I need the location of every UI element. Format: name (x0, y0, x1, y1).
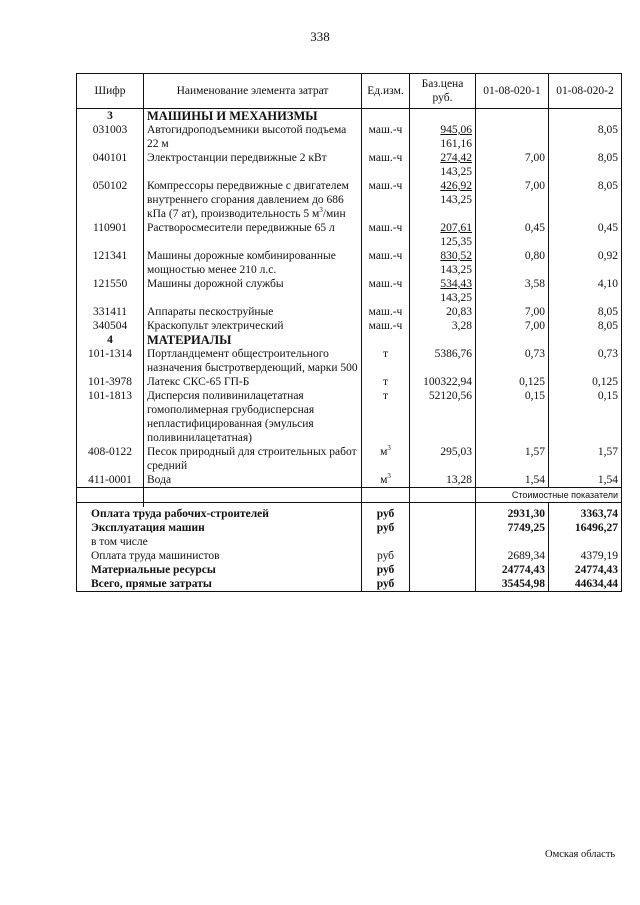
region-footer: Омская область (545, 849, 616, 860)
row-value-2: 8,05 (549, 123, 622, 151)
row-unit (362, 389, 410, 445)
row-code: 340504 (77, 319, 144, 333)
price-base: 830,52 (440, 250, 472, 262)
row-price: 295,03 (410, 445, 476, 473)
row-price (410, 305, 476, 319)
summary-price (410, 521, 476, 535)
summary-value-1: 7749,25 (476, 521, 549, 535)
row-value-2: 1,57 (549, 445, 622, 473)
summary-row (77, 507, 622, 521)
row-price (410, 277, 476, 305)
price-base: 426,92 (440, 180, 472, 192)
row-name-text: Электростанции передвижные 2 кВт (147, 152, 327, 164)
summary-value-1: 35454,98 (476, 577, 549, 592)
summary-value-2: 24774,43 (549, 563, 622, 577)
row-code: 121550 (77, 277, 144, 305)
row-price: 5386,76 (410, 347, 476, 375)
row-name-text: Аппараты пескоструйные (147, 306, 274, 318)
summary-value-2 (549, 535, 622, 549)
machine-row (77, 179, 622, 221)
row-value-2: 8,05 (549, 151, 622, 179)
row-name (144, 277, 362, 305)
price-labor: 125,35 (440, 236, 472, 248)
row-name-tail: /мин (322, 208, 346, 220)
row-code: 050102 (77, 179, 144, 221)
summary-unit (362, 535, 410, 549)
row-name: Дисперсия поливинилацетатная гомополимерная грубодисперсная непластифицированная (эмульсия поливинилацетатная) (144, 389, 362, 445)
summary-row (77, 563, 622, 577)
machine-row (77, 123, 622, 151)
price-base: 534,43 (440, 278, 472, 290)
row-unit (362, 445, 410, 473)
row-price (410, 151, 476, 179)
row-unit: маш.-ч (362, 277, 410, 305)
row-code: 040101 (77, 151, 144, 179)
row-code: 121341 (77, 249, 144, 277)
row-value-2: 0,73 (549, 347, 622, 375)
summary-price (410, 507, 476, 521)
row-code: 101-1813 (77, 389, 144, 445)
price-labor: 161,16 (440, 138, 472, 150)
price-base: 20,83 (446, 306, 472, 318)
row-unit: маш.-ч (362, 179, 410, 221)
row-code: 031003 (77, 123, 144, 151)
row-value-1: 7,00 (476, 305, 549, 319)
summary-label: в том числе (77, 535, 362, 549)
superscript: 3 (319, 206, 323, 215)
row-value-2: 8,05 (549, 179, 622, 221)
row-name-text: Машины дорожной службы (147, 278, 284, 290)
material-row (77, 389, 622, 445)
row-code: 110901 (77, 221, 144, 249)
row-unit: маш.-ч (362, 123, 410, 151)
section-title: МАТЕРИАЛЫ (144, 333, 362, 347)
row-name: Портландцемент общестроительного назначения быстротвердеющий, марки 500 (144, 347, 362, 375)
summary-label: Оплата труда машинистов (77, 549, 362, 563)
row-code: 101-3978 (77, 375, 144, 389)
row-code: 411-0001 (77, 473, 144, 488)
summary-label: Материальные ресурсы (77, 563, 362, 577)
row-name-text: Автогидроподъемники высотой подъема 22 м (147, 124, 347, 150)
header-name: Наименование элемента затрат (144, 74, 362, 109)
row-value-1: 3,58 (476, 277, 549, 305)
row-value-2: 0,15 (549, 389, 622, 445)
material-row (77, 445, 622, 473)
summary-row (77, 535, 622, 549)
summary-value-1: 2931,30 (476, 507, 549, 521)
row-value-2: 0,125 (549, 375, 622, 389)
table-header (77, 74, 622, 109)
material-row (77, 347, 622, 375)
cost-header-row (77, 488, 622, 503)
header-price: Баз.цена руб. (410, 74, 476, 109)
summary-price (410, 549, 476, 563)
summary-label: Эксплуатация машин (77, 521, 362, 535)
row-name-text: Растворосмесители передвижные 65 л (147, 222, 335, 234)
row-code: 101-1314 (77, 347, 144, 375)
row-value-2: 0,92 (549, 249, 622, 277)
row-value-1: 1,57 (476, 445, 549, 473)
price-labor: 143,25 (440, 194, 472, 206)
row-unit: маш.-ч (362, 151, 410, 179)
summary-row (77, 549, 622, 563)
unit-text: м (380, 474, 388, 486)
row-name (144, 249, 362, 277)
row-value-1: 7,00 (476, 151, 549, 179)
summary-unit: руб (362, 549, 410, 563)
row-name (144, 221, 362, 249)
row-value-1: 0,125 (476, 375, 549, 389)
row-name (144, 123, 362, 151)
row-price (410, 221, 476, 249)
section-machines (77, 109, 622, 124)
row-name: Вода (144, 473, 362, 488)
unit-text: т (382, 390, 389, 402)
unit-text: т (382, 348, 389, 360)
row-name (144, 151, 362, 179)
row-price (410, 179, 476, 221)
row-value-1: 0,80 (476, 249, 549, 277)
superscript: 3 (387, 444, 391, 453)
section-title: МАШИНЫ И МЕХАНИЗМЫ (144, 109, 362, 124)
row-price: 100322,94 (410, 375, 476, 389)
price-labor: 143,25 (440, 264, 472, 276)
summary-label: Оплата труда рабочих-строителей (77, 507, 362, 521)
row-name-text: Компрессоры передвижные с двигателем внутреннего сгорания давлением до 686 кПа (7 ат), производительность 5 м (147, 180, 349, 220)
summary-price (410, 577, 476, 592)
section-materials (77, 333, 622, 347)
summary-unit: руб (362, 577, 410, 592)
price-base: 274,42 (440, 152, 472, 164)
summary-unit: руб (362, 521, 410, 535)
row-price: 13,28 (410, 473, 476, 488)
row-name (144, 179, 362, 221)
machine-row (77, 249, 622, 277)
summary-unit: руб (362, 563, 410, 577)
row-name-text: Краскопульт электрический (147, 320, 284, 332)
superscript: 3 (387, 472, 391, 481)
row-name: Песок природный для строительных работ средний (144, 445, 362, 473)
row-price (410, 123, 476, 151)
row-name: Латекс СКС-65 ГП-Б (144, 375, 362, 389)
summary-row (77, 521, 622, 535)
price-base: 3,28 (451, 320, 472, 332)
cost-table (76, 73, 622, 592)
summary-label: Всего, прямые затраты (77, 577, 362, 592)
row-unit: маш.-ч (362, 221, 410, 249)
row-value-2: 0,45 (549, 221, 622, 249)
row-value-2: 4,10 (549, 277, 622, 305)
summary-price (410, 535, 476, 549)
machine-row (77, 221, 622, 249)
header-col2: 01-08-020-2 (549, 74, 622, 109)
row-unit (362, 347, 410, 375)
summary-value-2: 44634,44 (549, 577, 622, 592)
price-base: 207,61 (440, 222, 472, 234)
row-value-1: 0,15 (476, 389, 549, 445)
summary-price (410, 563, 476, 577)
row-price: 52120,56 (410, 389, 476, 445)
price-labor: 143,25 (440, 292, 472, 304)
summary-value-2: 4379,19 (549, 549, 622, 563)
row-value-1: 0,45 (476, 221, 549, 249)
summary-row (77, 577, 622, 592)
machine-row (77, 305, 622, 319)
summary-value-1: 2689,34 (476, 549, 549, 563)
row-value-1: 7,00 (476, 179, 549, 221)
row-unit: маш.-ч (362, 319, 410, 333)
summary-value-2: 16496,27 (549, 521, 622, 535)
row-value-2: 1,54 (549, 473, 622, 488)
header-code: Шифр (77, 74, 144, 109)
summary-value-1 (476, 535, 549, 549)
row-value-2: 8,05 (549, 305, 622, 319)
material-row (77, 375, 622, 389)
machine-row (77, 319, 622, 333)
row-name (144, 305, 362, 319)
row-price (410, 249, 476, 277)
row-value-1: 0,73 (476, 347, 549, 375)
section-number: 4 (77, 333, 144, 347)
row-value-1 (476, 123, 549, 151)
summary-value-1: 24774,43 (476, 563, 549, 577)
row-price (410, 319, 476, 333)
row-unit (362, 375, 410, 389)
machine-row (77, 277, 622, 305)
row-unit: маш.-ч (362, 249, 410, 277)
row-name-text: Машины дорожные комбинированные мощностью менее 210 л.с. (147, 250, 336, 276)
summary-unit: руб (362, 507, 410, 521)
page-number: 338 (310, 29, 330, 44)
row-unit (362, 473, 410, 488)
unit-text: т (382, 376, 389, 388)
material-row (77, 473, 622, 488)
section-number: 3 (77, 109, 144, 124)
row-code: 408-0122 (77, 445, 144, 473)
row-value-1: 1,54 (476, 473, 549, 488)
header-col1: 01-08-020-1 (476, 74, 549, 109)
row-unit: маш.-ч (362, 305, 410, 319)
cost-header-label: Стоимостные показатели (476, 488, 622, 503)
header-unit: Ед.изм. (362, 74, 410, 109)
machine-row (77, 151, 622, 179)
row-value-2: 8,05 (549, 319, 622, 333)
row-name (144, 319, 362, 333)
summary-value-2: 3363,74 (549, 507, 622, 521)
unit-text: м (380, 446, 388, 458)
row-code: 331411 (77, 305, 144, 319)
row-value-1: 7,00 (476, 319, 549, 333)
price-base: 945,06 (440, 124, 472, 136)
price-labor: 143,25 (440, 166, 472, 178)
